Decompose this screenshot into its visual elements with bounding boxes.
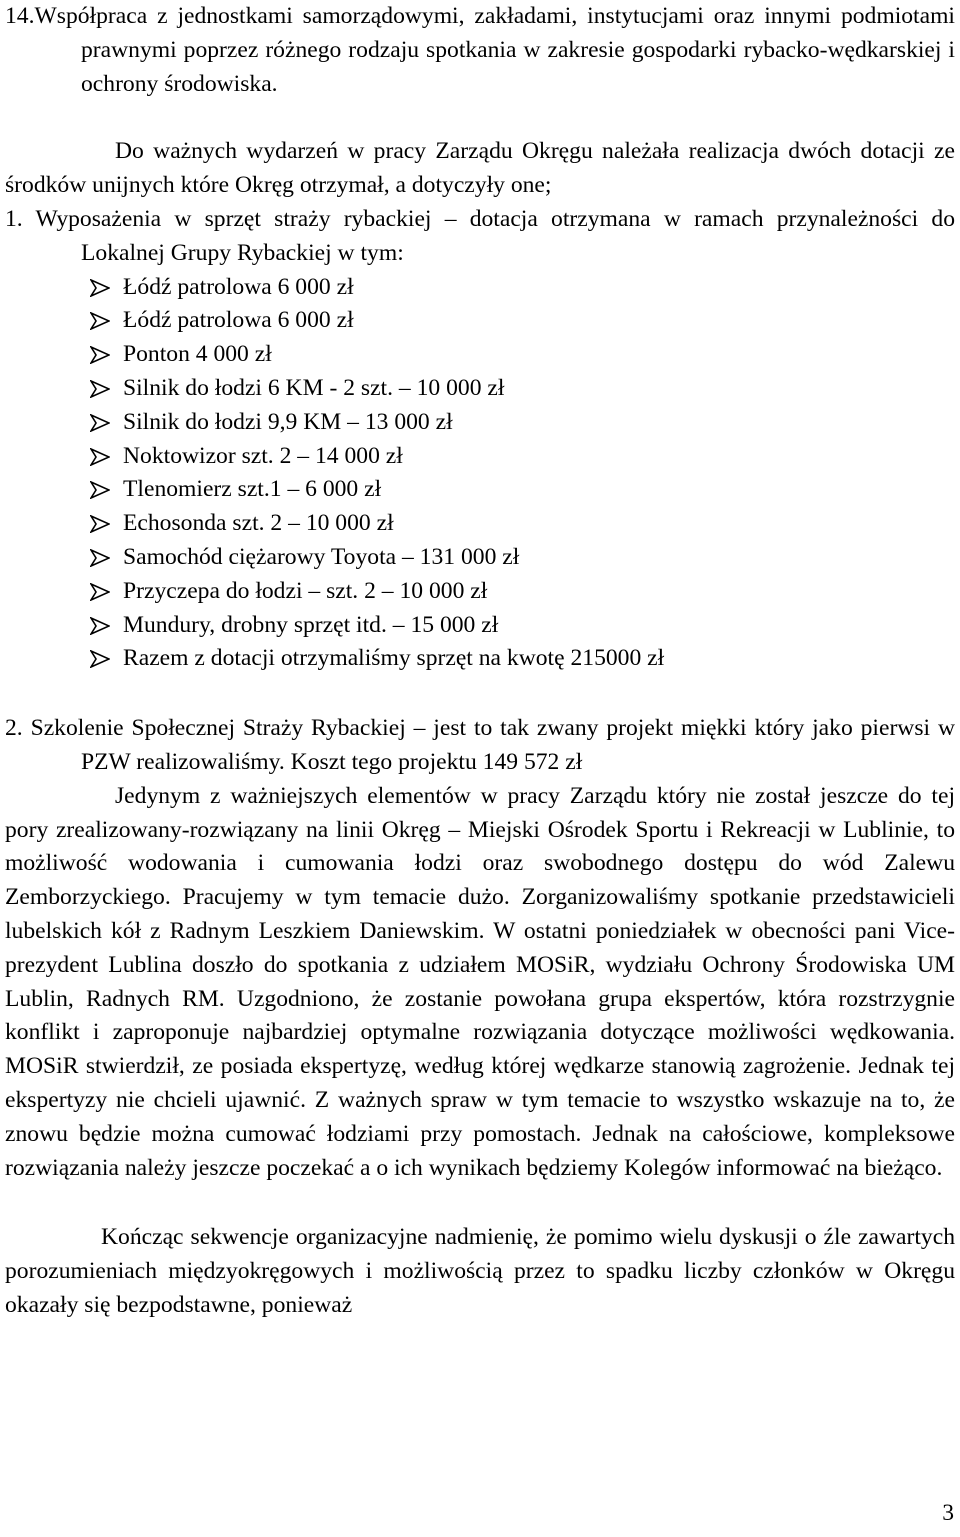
list-item-text: Silnik do łodzi 6 KM - 2 szt. – 10 000 zł: [123, 374, 505, 401]
list-item: [123, 271, 955, 305]
list-item: [123, 304, 955, 338]
list-item: [123, 609, 955, 643]
list-item-text: Przyczepa do łodzi – szt. 2 – 10 000 zł: [123, 577, 488, 604]
arrowhead-bullet-icon: [90, 549, 110, 567]
list-item-text: Echosonda szt. 2 – 10 000 zł: [123, 510, 394, 537]
list-item: [123, 642, 955, 676]
main-paragraph: Jedynym z ważniejszych elementów w pracy Zarządu który nie został jeszcze do tej pory zrealizowany-rozwiązany na linii Okręg – Miejski Ośrodek Sportu i Rekreacji w Lublinie, to możliwość wodowania i cumowania łodzi oraz swobodnego dostępu do wód Zalewu Zemborzyckiego. Pracujemy w tym temacie dużo. Zorganizowaliśmy spotkanie przedstawicieli lubelskich kół z Radnym Leszkiem Daniewskim. W ostatni poniedziałek w obecności pani Vice-prezydent Lublina doszło do spotkania z udziałem MOSiR, wydziału Ochrony Środowiska UM Lublin, Radnych RM. Uzgodniono, że zostanie powołana grupa ekspertów, która rozstrzygnie konflikt i zaproponuje najbardziej optymalne rozwiązania dotyczące możliwości wędkowania. MOSiR stwierdził, ze posiada ekspertyzę, według której wędkarze stanowią zagrożenie. Jednak tej ekspertyzy nie chcieli ujawnić. Z ważnych spraw w tym temacie to wszystko wskazuje na to, że znowu będzie można cumować łodziami przy pomostach. Jednak na całościowe, kompleksowe rozwiązania należy jeszcze poczekać a o ich wynikach będziemy Kolegów informować na bieżąco.: [5, 782, 955, 1181]
document-page: [5, 0, 955, 1323]
arrowhead-bullet-icon: [90, 448, 110, 466]
arrowhead-bullet-icon: [90, 617, 110, 635]
arrowhead-bullet-icon: [90, 650, 110, 668]
list-item: [123, 507, 955, 541]
list-item-text: Silnik do łodzi 9,9 KM – 13 000 zł: [123, 408, 453, 435]
list-item-text: Noktowizor szt. 2 – 14 000 zł: [123, 442, 403, 469]
arrowhead-bullet-icon: [90, 414, 110, 432]
arrowhead-bullet-icon: [90, 515, 110, 533]
item-2-paragraph: 2. Szkolenie Społecznej Straży Rybackiej – jest to tak zwany projekt miękki który jako pierwsi w PZW realizowaliśmy. Koszt tego projektu 149 572 zł: [5, 715, 955, 775]
list-item-text: Tlenomierz szt.1 – 6 000 zł: [123, 476, 382, 503]
list-item: [123, 541, 955, 575]
section-14-heading: 14.Współpraca z jednostkami samorządowymi, zakładami, instytucjami oraz innymi podmiotami prawnymi poprzez różnego rodzaju spotkania w zakresie gospodarki rybacko-wędkarskiej i ochrony środowiska.: [5, 3, 955, 97]
list-item: [123, 338, 955, 372]
closing-paragraph: Kończąc sekwencje organizacyjne nadmienię, że pomimo wielu dyskusji o źle zawartych porozumieniach międzyokręgowych i możliwością przez to spadku liczby członków w Okręgu okazały się bezpodstawne, ponieważ: [5, 1224, 955, 1318]
list-item-text: Samochód ciężarowy Toyota – 131 000 zł: [123, 543, 520, 570]
intro-paragraph: Do ważnych wydarzeń w pracy Zarządu Okręgu należała realizacja dwóch dotacji ze środków unijnych które Okręg otrzymał, a dotyczyły one;: [5, 138, 955, 199]
page-number: 3: [942, 1500, 954, 1526]
equipment-list: [5, 271, 955, 677]
list-item: [123, 406, 955, 440]
list-item: [123, 372, 955, 406]
list-item: [123, 440, 955, 474]
list-item-text: Mundury, drobny sprzęt itd. – 15 000 zł: [123, 611, 499, 638]
spacer: [5, 676, 955, 712]
arrowhead-bullet-icon: [90, 481, 110, 499]
item-1-paragraph: 1. Wyposażenia w sprzęt straży rybackiej – dotacja otrzymana w ramach przynależności do Lokalnej Grupy Rybackiej w tym:: [5, 205, 955, 266]
arrowhead-bullet-icon: [90, 583, 110, 601]
list-item-text: Łódź patrolowa 6 000 zł: [123, 273, 354, 300]
arrowhead-bullet-icon: [90, 279, 110, 297]
spacer: [5, 1185, 955, 1221]
arrowhead-bullet-icon: [90, 346, 110, 364]
arrowhead-bullet-icon: [90, 380, 110, 398]
arrowhead-bullet-icon: [90, 312, 110, 330]
list-item-text: Razem z dotacji otrzymaliśmy sprzęt na kwotę 215000 zł: [123, 645, 665, 672]
list-item: [123, 473, 955, 507]
list-item: [123, 575, 955, 609]
spacer: [5, 101, 955, 135]
list-item-text: Łódź patrolowa 6 000 zł: [123, 307, 354, 334]
list-item-text: Ponton 4 000 zł: [123, 341, 272, 368]
